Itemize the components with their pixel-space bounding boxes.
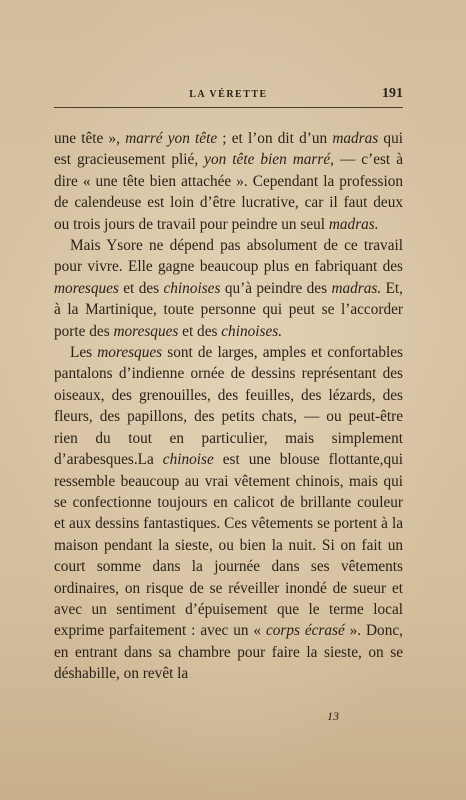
text-run: ». Donc, en entrant dans sa chambre pour faire la sieste, on se déshabille, on revêt la <box>54 622 403 683</box>
text-run: qu’à peindre des <box>220 279 332 297</box>
italic-run: chinoise <box>162 451 214 469</box>
text-run: et des <box>118 279 164 297</box>
body-text <box>54 128 403 685</box>
italic-run: madras. <box>331 279 382 297</box>
text-run: une tête », <box>54 130 126 147</box>
italic-run: marré yon tête <box>125 130 218 147</box>
text-run: sont de larges, amples et confortables pantalons d’indienne ornée de dessins représentant des oiseaux, des grenouilles, des feuilles, des lézards, des fleurs, des papillons, des petits chats, — ou peut-être rien du tout en particulier, mais simplement d’arabesques.La <box>54 344 403 469</box>
text-run: Et, à la Martinique, toute personne qui peut se l’accorder porte des <box>54 279 403 340</box>
italic-run: madras <box>332 130 379 147</box>
italic-run: moresques <box>97 344 163 362</box>
italic-run: moresques <box>54 279 119 297</box>
page-header <box>54 86 403 108</box>
italic-run: yon tête bien marré, <box>204 151 334 169</box>
italic-run: madras. <box>328 215 379 233</box>
signature-mark: 13 <box>327 709 339 723</box>
text-run: qui est gracieusement plié, <box>54 130 403 169</box>
paragraph <box>54 235 403 342</box>
text-run: — c’est à dire « une tête bien attachée ». Cependant la profession de calendeuse est loin d’être lucrative, car il faut deux ou trois jours de travail pour peindre un seul <box>54 151 403 233</box>
paragraph <box>54 342 403 685</box>
text-run: Mais Ysore ne dépend pas absolument de ce travail pour vivre. Elle gagne beaucoup plus en fabriquant des <box>54 237 403 276</box>
italic-run: chinoises <box>163 279 221 297</box>
text-run: Les <box>70 344 98 362</box>
text-run: ; et l’on dit d’un <box>217 130 333 147</box>
italic-run: moresques <box>113 322 179 340</box>
text-run: est une blouse flottante,qui ressemble beaucoup au vrai vêtement chinois, mais qui se confectionne toujours en calicot de brillante couleur et aux dessins fantastiques. Ces vêtements se portent à la maison pendant la sieste, ou bien la nuit. Si on fait un court somme dans la journée dans ses vêtements ordinaires, on risque de se réveiller inondé de sueur et avec un sentiment d’épuisement que le terme local exprime parfaitement : avec un « <box>54 451 403 640</box>
text-run: et des <box>178 322 222 340</box>
page-number: 191 <box>382 86 403 101</box>
paragraph <box>54 128 403 235</box>
italic-run: corps écrasé <box>265 622 345 640</box>
running-title: LA VÉRETTE <box>189 89 268 100</box>
italic-run: chinoises. <box>221 322 283 340</box>
